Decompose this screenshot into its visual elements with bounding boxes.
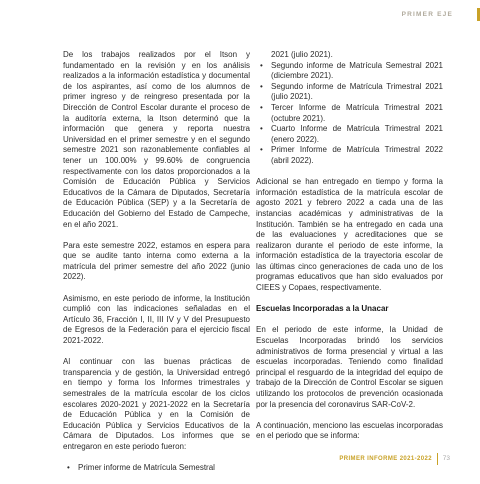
list-item [256,145,443,166]
paragraph: De los trabajos realizados por el Itson y fundamentado en la revisión y en los análisis realizados a la información estadística y documental de los aspirantes, así como de los alumnos de primer ingreso y de reingreso presentada por la Dirección de Control Escolar durante el proceso de la auditoría externa, la Itson determinó que la información que genera y reporta nuestra Universidad en el primer semestre y en el segundo semestre 2021 son razonablemente confiables al tener un 100.00% y 99.60% de congruencia respectivamente con los datos proporcionados a la Comisión de Educación Pública y Servicios Educativos de la Cámara de Diputados, Secretaría de Educación Pública (SEP) y a la Secretaría de Educación del Gobierno del Estado de Campeche, en el año 2021. [63,50,250,229]
list-item-text: 2021 (julio 2021). [271,50,333,59]
bullet-icon: • [260,60,263,70]
left-column [63,50,250,484]
paragraph: En el periodo de este informe, la Unidad de Escuelas Incorporadas brindó los servicios administrativos de forma presencial y virtual a las escuelas incorporadas. Teniendo como finalidad principal el resguardo de la integridad del equipo de trabajo de la Dirección de Control Escolar se siguen utilizando los protocolos de prevención ocasionada por la presencia del coronavirus SAR-CoV-2. [256,325,443,409]
list-item [256,124,443,145]
list-item-continuation [256,50,443,61]
section-heading: Escuelas Incorporadas a la Unacar [256,304,389,314]
footer-divider [437,453,438,465]
list-item [256,82,443,103]
page-number: 73 [442,455,450,462]
report-list-continued [256,50,443,167]
bullet-icon: • [260,145,263,155]
list-item-text: Segundo informe de Matrícula Trimestral 2021 (julio 2021). [271,81,443,102]
list-item [256,103,443,124]
paragraph: Adicional se han entregado en tiempo y forma la información estadística de la matrícula escolar de agosto 2021 y febrero 2022 a cada una de las instancias académicas y administrativas de la Institución. También se ha entregado en cada una de las evaluaciones y acreditaciones que se realizaron durante el periodo de este informe, la información estadística de la trayectoria escolar de las últimas cinco generaciones de cada uno de los programas educativos que han sido evaluados por CIEES y Copaes, respectivamente. [256,177,443,293]
list-item-text: Segundo informe de Matrícula Semestral 2021 (diciembre 2021). [271,60,443,81]
paragraph: A continuación, menciono las escuelas incorporadas en el periodo que se informa: [256,420,443,441]
section-label: PRIMER EJE [401,11,453,18]
bullet-icon: • [260,102,263,112]
list-item-text: Primer informe de Matrícula Semestral [78,463,215,473]
paragraph: Asimismo, en este periodo de informe, la Institución cumplió con las indicaciones señaladas en el Artículo 36, Fracción I, II, III IV y V del Presupuesto de Egresos de la Federación para el ejercicio fiscal 2021-2022. [63,293,250,346]
footer-report-title: PRIMER INFORME 2021-2022 [339,456,432,462]
bullet-icon: • [260,124,263,134]
paragraph: Para este semestre 2022, estamos en espera para que se audite tanto interna como externa a la matrícula del primer semestre del año 2022 (junio 2022). [63,240,250,282]
list-item-text: Cuarto Informe de Matrícula Trimestral 2021 (enero 2022). [271,124,443,144]
bullet-icon: • [67,463,70,473]
list-item [63,463,250,474]
list-item-text: Tercer Informe de Matrícula Trimestral 2021 (octubre 2021). [271,102,443,123]
report-list [63,463,250,474]
right-column [256,50,443,453]
list-item [256,61,443,82]
list-item-text: Primer Informe de Matrícula Trimestral 2022 (abril 2022). [271,145,443,165]
bullet-icon: • [260,81,263,91]
paragraph: Al continuar con las buenas prácticas de transparencia y de gestión, la Universidad entregó en tiempo y forma los Informes trimestrales y semestrales de la matrícula escolar de los ciclos escolares 2020-2021 y 2021-2022 en la Secretaría de Educación Pública y en la Comisión de Educación Pública y Servicios Educativos de la Cámara de Diputados. Los informes que se entregaron en este periodo fueron: [63,357,250,451]
